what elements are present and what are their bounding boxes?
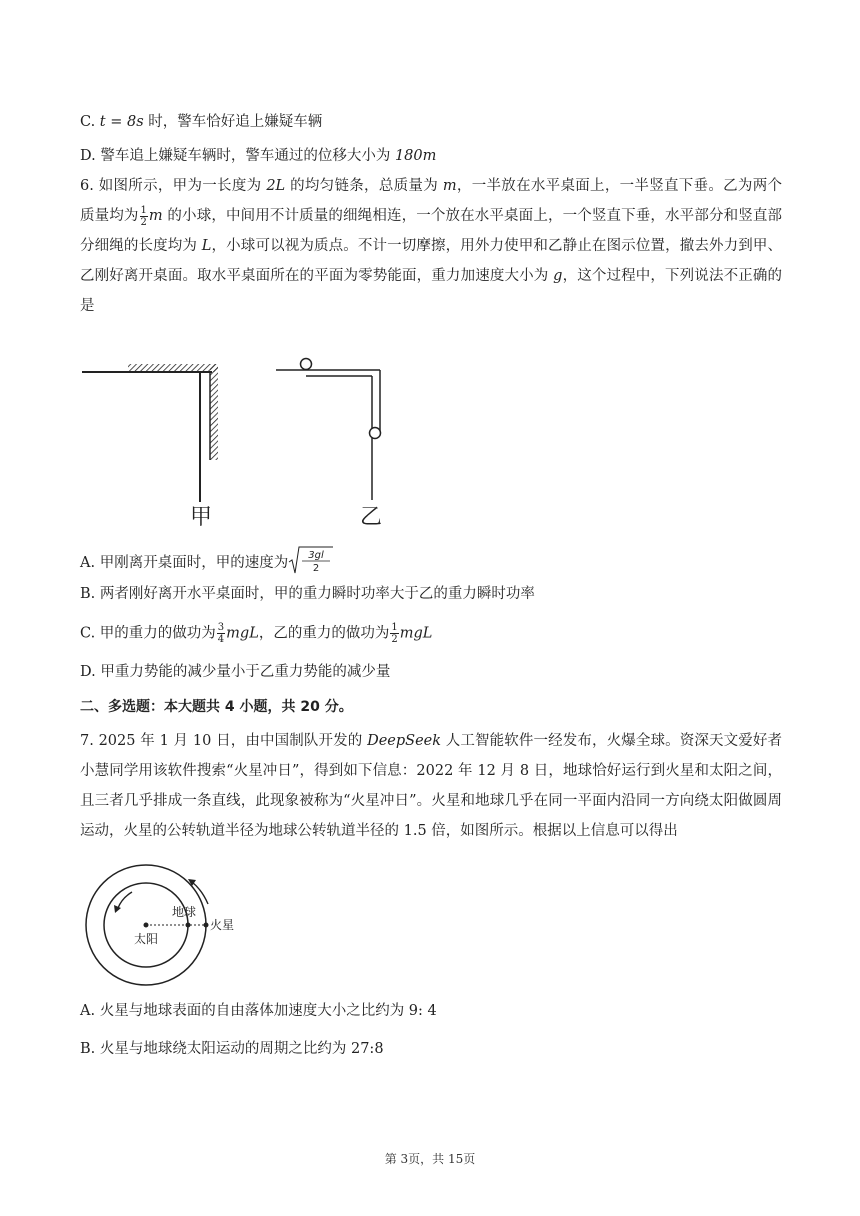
mars-label: 火星 — [210, 918, 235, 932]
yi-label: 乙 — [360, 505, 383, 530]
jia-diagram — [82, 364, 218, 502]
q7-figure — [80, 862, 250, 990]
earth-direction-arrow — [118, 892, 132, 908]
q6-option-d: D. 甲重力势能的减少量小于乙重力势能的减少量 — [80, 664, 391, 680]
sqrt-denominator: 2 — [313, 563, 320, 574]
q5-option-c-label: C. — [80, 114, 100, 130]
earth-label: 地球 — [172, 905, 197, 919]
q5-option-c — [80, 112, 322, 132]
jia-label: 甲 — [190, 505, 213, 530]
q7-option-a: A. 火星与地球表面的自由落体加速度大小之比约为 9: 4 — [80, 1003, 437, 1019]
q6-stem: 6. 如图所示，甲为一长度为 2L 的均匀链条，总质量为 m，一半放在水平桌面上，一半竖直下垂。乙为两个质量均为 $\frac{1}{2}$ m 的小球，中间用不计质量的细绳相连，一个放在水平桌面上，一个竖直下垂，水平部分和竖直部分细绳的长度均为 L，小球可以视为质点。不计一切摩擦，用外力使甲和乙静止在图示位置，撤去外力到甲、乙刚好离开桌面。取水平桌面所在的平面为零势能面，重力加速度大小为 g，这个过程中，下列说法不正确的是 — [80, 178, 783, 314]
section-heading: 二、多选题：本大题共 4 小题，共 20 分。 — [80, 699, 353, 715]
sun-dot — [144, 923, 149, 928]
q7-option-b: B. 火星与地球绕太阳运动的周期之比约为 27:8 — [80, 1041, 384, 1057]
q5-option-d-math: 180m — [394, 148, 437, 164]
ball-on-table — [301, 359, 312, 370]
q5-option-d — [80, 146, 436, 166]
earth-dot — [186, 923, 191, 928]
q6-option-b: B. 两者刚好离开水平桌面时，甲的重力瞬时功率大于乙的重力瞬时功率 — [80, 586, 535, 602]
q5-option-d-text: D. 警车追上嫌疑车辆时，警车通过的位移大小为 — [80, 148, 395, 164]
yi-diagram — [276, 359, 381, 501]
fraction-half: $\frac{1}{2}$ — [140, 204, 147, 228]
sqrt-expression — [288, 545, 334, 581]
q6-option-c: C. 甲的重力的做功为 $\frac{3}{4}$ mgL，乙的重力的做功为 $\frac{1}{2}$ mgL — [80, 622, 433, 645]
q6-option-a: A. 甲刚离开桌面时，甲的速度为 3gl 2 — [80, 545, 334, 581]
mars-dot — [204, 923, 209, 928]
q6-figure — [80, 352, 410, 532]
ball-hanging — [370, 428, 381, 439]
page-footer: 第 3页，共 15页 — [384, 1152, 476, 1166]
mars-direction-arrow — [192, 882, 208, 904]
q5-option-c-text: 时，警车恰好追上嫌疑车辆 — [143, 114, 323, 130]
sun-label: 太阳 — [134, 932, 159, 946]
q7-stem: 7. 2025 年 1 月 10 日，由中国制队开发的 DeepSeek 人工智能软件一经发布，火爆全球。资深天文爱好者小慧同学用该软件搜索“火星冲日”，得到如下信息：2022 年 12 月 8 日，地球恰好运行到火星和太阳之间，且三者几乎排成一条直线，此现象被称为“火星冲日”。火星和地球几乎在同一平面内沿同一方向绕太阳做圆周运动，火星的公转轨道半径为地球公转轨道半径的 1.5 倍，如图所示。根据以上信息可以得出 — [80, 733, 782, 839]
q5-option-c-math: t = 8s — [99, 114, 144, 130]
sqrt-numerator: 3gl — [308, 550, 324, 561]
